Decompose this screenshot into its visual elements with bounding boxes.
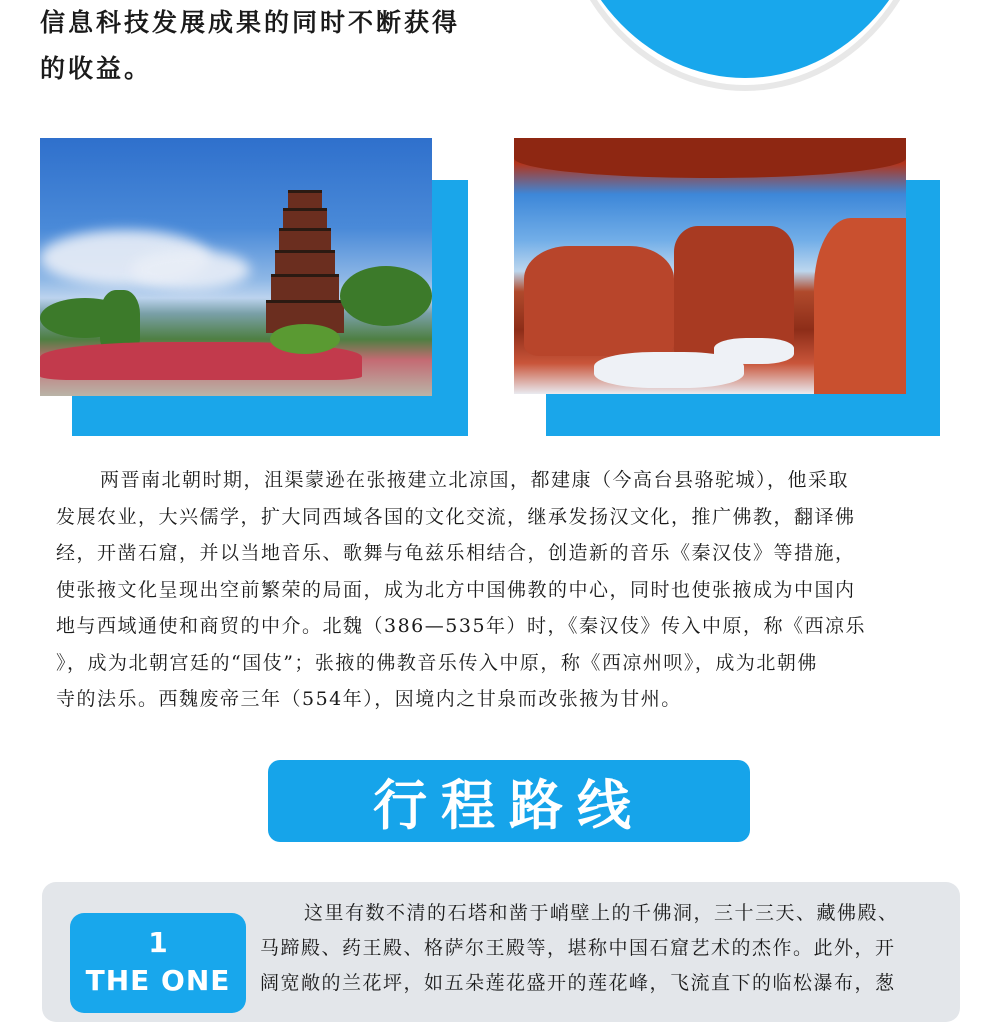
blue-circle	[560, 0, 930, 78]
stop-number-badge	[70, 913, 246, 1013]
intro-line: 信息科技发展成果的同时不断获得	[40, 8, 461, 37]
stop-description	[260, 896, 950, 1001]
intro-line: 的收益。	[40, 54, 153, 83]
stop-number: 1	[148, 926, 168, 959]
history-paragraph	[56, 462, 956, 718]
danxia-photo	[514, 138, 906, 394]
history-line: 经，开凿石窟，并以当地音乐、歌舞与龟兹乐相结合，创造新的音乐《秦汉伎》等措施，	[56, 542, 856, 564]
stop-line: 这里有数不清的石塔和凿于峭壁上的千佛洞，三十三天、藏佛殿、	[304, 902, 899, 924]
history-line: 寺的法乐。西魏废帝三年（554年），因境内之甘泉而改张掖为甘州。	[56, 688, 682, 710]
intro-text	[40, 0, 540, 92]
stop-line: 阔宽敞的兰花坪，如五朵莲花盛开的莲花峰，飞流直下的临松瀑布，葱	[260, 972, 896, 994]
stop-label: THE ONE	[85, 964, 231, 997]
history-line: 发展农业，大兴儒学，扩大同西域各国的文化交流，继承发扬汉文化，推广佛教，翻译佛	[56, 505, 856, 528]
route-heading: 行程路线	[373, 773, 645, 837]
route-heading-banner	[268, 760, 750, 842]
history-line: 使张掖文化呈现出空前繁荣的局面，成为北方中国佛教的中心，同时也使张掖成为中国内	[56, 578, 856, 601]
pagoda-photo	[40, 138, 432, 396]
history-line: 地与西域通使和商贸的中介。北魏（386—535年）时，《秦汉伎》传入中原，称《西凉乐	[56, 615, 867, 637]
decorative-circle	[560, 0, 930, 85]
history-line: 两晋南北朝时期，沮渠蒙逊在张掖建立北凉国，都建康（今高台县骆驼城），他采取	[100, 469, 850, 491]
stop-line: 马蹄殿、药王殿、格萨尔王殿等，堪称中国石窟艺术的杰作。此外，开	[260, 937, 896, 959]
history-line: 》，成为北朝宫廷的“国伎”；张掖的佛教音乐传入中原，称《西凉州呗》，成为北朝佛	[56, 651, 818, 674]
